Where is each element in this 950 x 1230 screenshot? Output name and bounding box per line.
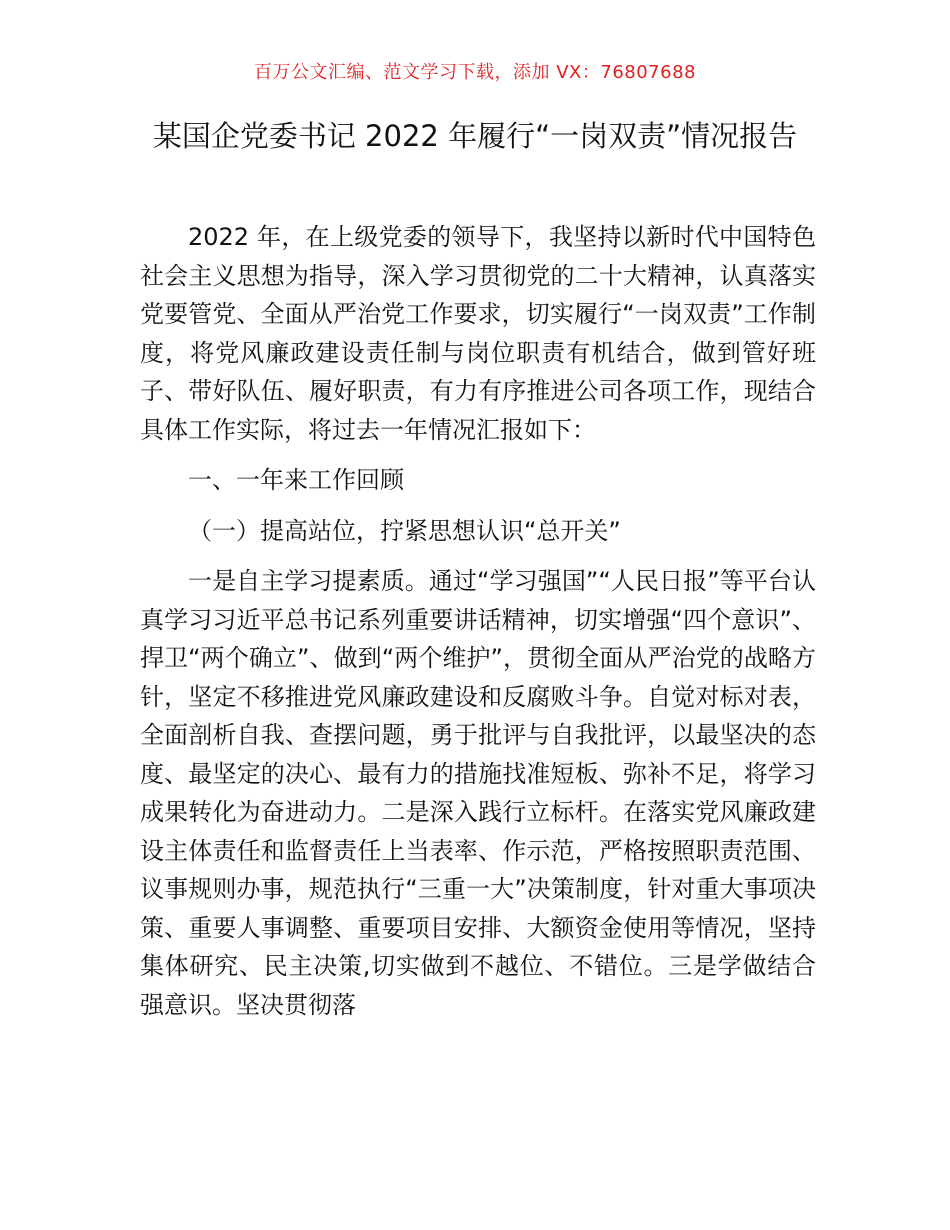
- section-heading: 一、一年来工作回顾: [188, 466, 404, 494]
- document-title: 某国企党委书记 2022 年履行“一岗双责”情况报告: [152, 119, 798, 153]
- intro-paragraph: 2022 年，在上级党委的领导下，我坚持以新时代中国特色社会主义思想为指导，深入学习贯彻党的二十大精神，认真落实党要管党、全面从严治党工作要求，切实履行“一岗双责”工作制度，将党风廉政建设责任制与岗位职责有机结合，做到管好班子、带好队伍、履好职责，有力有序推进公司各项工作，现结合具体工作实际，将过去一年情况汇报如下：: [140, 223, 816, 444]
- body-paragraph: 一是自主学习提素质。通过“学习强国”“人民日报”等平台认真学习习近平总书记系列重要讲话精神，切实增强“四个意识”、捍卫“两个确立”、做到“两个维护”，贯彻全面从严治党的战略方针，坚定不移推进党风廉政建设和反腐败斗争。自觉对标对表，全面剖析自我、查摆问题，勇于批评与自我批评，以最坚决的态度、最坚定的决心、最有力的措施找准短板、弥补不足，将学习成果转化为奋进动力。二是深入践行立标杆。在落实党风廉政建设主体责任和监督责任上当表率、作示范，严格按照职责范围、议事规则办事，规范执行“三重一大”决策制度，针对重大事项决策、重要人事调整、重要项目安排、大额资金使用等情况，坚持集体研究、民主决策,切实做到不越位、不错位。三是学做结合强意识。坚决贯彻落: [140, 567, 816, 1019]
- subsection-heading: （一）提高站位，拧紧思想认识“总开关”: [188, 516, 621, 545]
- header-note: 百万公文汇编、范文学习下载，添加 VX：76807688: [254, 62, 696, 83]
- document-body: [140, 218, 816, 1024]
